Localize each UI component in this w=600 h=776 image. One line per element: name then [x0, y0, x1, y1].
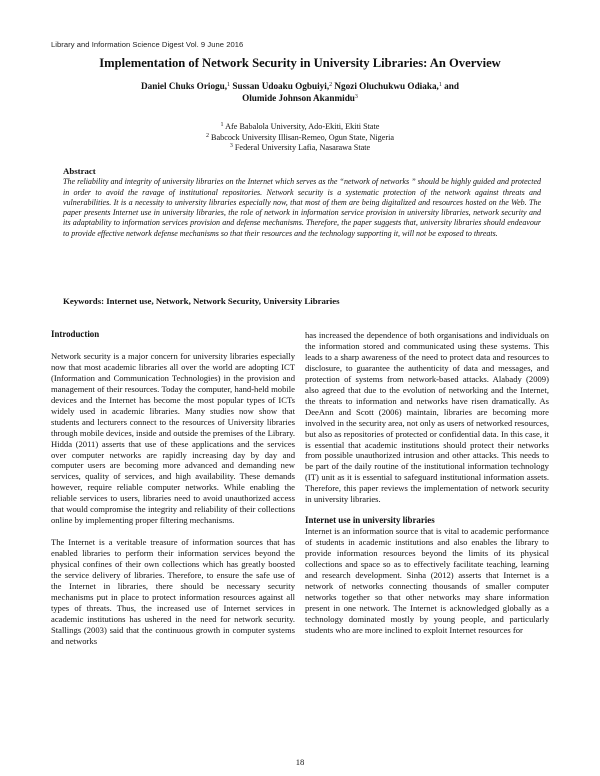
abstract-heading: Abstract [63, 166, 96, 176]
text-line: safeguard institutional information assets. Therefore, this [305, 472, 549, 494]
introduction-heading: Introduction [51, 329, 100, 339]
left-column [51, 329, 295, 647]
spacer [51, 526, 295, 537]
affiliation-line [150, 122, 450, 133]
text-line: integrity and reliability of their collections online by [51, 504, 295, 526]
text-line: Network security is a major concern for university [51, 350, 228, 361]
text-line: university libraries. [313, 494, 381, 505]
text-line: protection of systems from network-based attacks. [305, 373, 489, 384]
journal-header: Library and Information Science Digest Vol. 9 June 2016 [51, 40, 244, 49]
spacer [51, 340, 295, 351]
spacer [305, 505, 549, 515]
affiliation-text: Babcock University Illisan-Remeo, Ogun State, Nigeria [208, 132, 395, 142]
affiliation-mark: 1 [220, 122, 224, 128]
text-line: individuals on the information stored and communicated [305, 330, 549, 351]
abstract-line: should be highly guided and protected in order to avoid the ravage of institutional repositories. Network [63, 177, 541, 197]
author-affiliation-mark: 1 [227, 82, 231, 88]
right-column [305, 330, 549, 636]
text-line: are more inclined to exploit Internet resources for [352, 624, 523, 635]
affiliations [150, 122, 450, 154]
author-name: Sussan Udoaku Ogbuiyi, [232, 81, 330, 91]
text-line: services beyond the physical confines of their own [51, 548, 295, 570]
author-affiliation-mark: 1 [438, 82, 442, 88]
abstract-line: security is a systematic protection of the network against threats and vulnerabilities. It is a necessity to [63, 187, 542, 207]
text-line: or confidential data. In this case, it is essential that [305, 428, 550, 450]
text-line: against all types of threats. Thus, the increased use of [51, 591, 295, 613]
abstract-line: university libraries, network security and its adaptability to information services provision and defense [63, 208, 542, 228]
text-line: Communication Technologies) in the provision and [113, 372, 295, 383]
text-line: mechanisms put in place to protect information resources [51, 591, 256, 602]
text-line: hand-held mobile devices and the Internet has become [51, 383, 295, 405]
affiliation-text: Afe Babalola University, Ado-Ekiti, Ekiti State [223, 122, 380, 131]
text-line: The Internet is a veritable treasure of information sources [51, 537, 263, 548]
text-line: network of networks connecting thousands of smaller [305, 580, 511, 591]
text-line: the need to protect data and resources to disclosure, to [305, 351, 549, 373]
affiliation-mark: 3 [229, 143, 233, 149]
text-line: Internet is an information source that is vital to academic [305, 526, 504, 537]
text-line: of the Library. Hidda (2011) asserts that use of these [51, 427, 295, 449]
text-line: collections which has greatly boosted the service delivery [51, 559, 295, 581]
authors-line-2 [75, 93, 525, 105]
internet-use-heading: Internet use in university libraries [305, 515, 435, 526]
internet-use-paragraph [305, 526, 549, 636]
author-conjunction: and [444, 81, 459, 91]
text-line: enabling the reliable services to users, libraries need to [51, 482, 295, 504]
text-line: the most popular types of ICTs widely used in academic [51, 394, 295, 416]
text-line: as to effectively facilitate teaching, learning and research [305, 559, 550, 581]
abstract-line: The reliability and integrity of university libraries on the Internet which serves as the “network of networks ” [63, 177, 416, 187]
text-line: using these systems. This leads to a sharp awareness of [305, 340, 550, 362]
text-line: computer networks together so that other networks may [305, 580, 549, 602]
text-line: enables the library to provide information resources [305, 537, 549, 559]
abstract-line: threats. [473, 228, 498, 238]
authors-line-1 [75, 81, 525, 93]
text-line: becoming more advanced and demanding new services, [51, 460, 295, 482]
affiliation-mark: 2 [205, 132, 209, 139]
text-line: rapidly increasing day by day and computer users are [51, 449, 295, 471]
text-line: and networks have risen dramatically. As DeeAnn and [305, 395, 549, 417]
text-line: applications and the services over computer networks are [51, 438, 295, 460]
page-number: 18 [295, 757, 305, 767]
intro-paragraph-2 [51, 537, 295, 647]
text-line: over the world are adopting ICT (Information and [51, 361, 295, 383]
text-line: Internet services in academic institutions has ushered in [51, 602, 295, 624]
text-line: paper reviews the implementation of network security in [305, 483, 549, 505]
abstract-line: mechanisms. Therefore, the paper suggests that, university libraries should endeavour to provide effective [63, 218, 542, 238]
abstract-line: The paper presents Internet use in university libraries, the role of network in information service provision in [63, 197, 542, 218]
author-affiliation-mark: 2 [329, 82, 333, 88]
text-line: share information present in one network. The Internet is [305, 591, 549, 613]
text-line: avoid unauthorized access that would compromise the [51, 493, 295, 515]
text-line: possible unauthorized intrusion and other attacks. This [324, 450, 517, 461]
text-line: information technology (IT) unit as it is essential to [305, 461, 549, 483]
text-line: networking and the Internet, the threats to information [305, 384, 549, 406]
text-line: Internet in libraries, there should be necessary security [69, 581, 295, 592]
affiliation-line [150, 133, 450, 144]
text-line: through mobile devices, inside and outside the premises [51, 427, 244, 438]
author-list [75, 81, 525, 104]
text-line: libraries. Many studies now show that students and [51, 405, 295, 427]
text-line: the need for network security. Stallings (2003) said that [51, 613, 295, 635]
text-line: management of their resources. Today the computer, [51, 383, 233, 394]
text-line: implementing proper filtering mechanisms. [85, 515, 235, 526]
affiliation-line [150, 143, 450, 154]
text-line: the continuous growth in computer systems and networks [51, 624, 295, 646]
text-line: involved in the security area, not only as users of [305, 417, 474, 428]
text-line: guarantee the authenticity of data and messages, and [356, 362, 549, 373]
keywords: Keywords: Internet use, Network, Network Security, University Libraries [63, 296, 340, 306]
text-line: acknowledged globally as a technology dominated [305, 602, 549, 624]
abstract-line: university libraries especially now, that most of them are being digitalized and resources hosted on the Web. [174, 197, 527, 207]
abstract-line: network defense mechanisms so that their resources and the technology supporting it, will not be exposed to [126, 228, 472, 238]
abstract-section [63, 166, 541, 239]
intro-paragraph-1 [51, 351, 295, 526]
affiliation-text: Federal University Lafia, Nasarawa State [232, 143, 371, 152]
abstract-body [63, 177, 541, 239]
text-line: mostly by young people, and particularly students who [305, 613, 549, 635]
text-line: development. Sinha (2012) asserts that Internet is a [355, 570, 549, 581]
author-affiliation-mark: 3 [354, 93, 358, 100]
text-line: beyond the limits of its physical collections and space so [305, 548, 549, 570]
text-line: quality of services, and high availability. These demands [85, 471, 295, 482]
author-name: Daniel Chuks Oriogu, [141, 81, 228, 91]
author-name: Olumide Johnson Akanmidu [242, 92, 355, 103]
intro-paragraph-3 [305, 330, 549, 505]
paper-title: Implementation of Network Security in University Libraries: An Overview [99, 56, 501, 70]
text-line: however, require reliable computer networks. While [51, 482, 245, 493]
text-line: academic institutions should protect their networks from [305, 439, 549, 461]
author-name: Ngozi Oluchukwu Odiaka, [334, 81, 439, 91]
text-line: networked resources, but also as repositories of protected [305, 417, 549, 439]
text-line: needs to be part of the daily routine of the institutional [305, 450, 549, 472]
text-line: of libraries. Therefore, to ensure the safe use of the [51, 570, 295, 592]
text-line: Scott (2006) maintain, libraries are becoming more [356, 406, 549, 417]
text-line: has increased the dependence of both organisations and [305, 330, 498, 340]
text-line: performance of students in academic institutions and also [305, 526, 549, 548]
text-line: Alabady (2009) also agreed that due to the evolution of [305, 373, 549, 395]
text-line: that has enabled libraries to perform their information [51, 537, 296, 559]
text-line: lecturers connect to the resources of University libraries [97, 416, 295, 427]
text-line: libraries especially now that most academic libraries all [51, 350, 295, 372]
